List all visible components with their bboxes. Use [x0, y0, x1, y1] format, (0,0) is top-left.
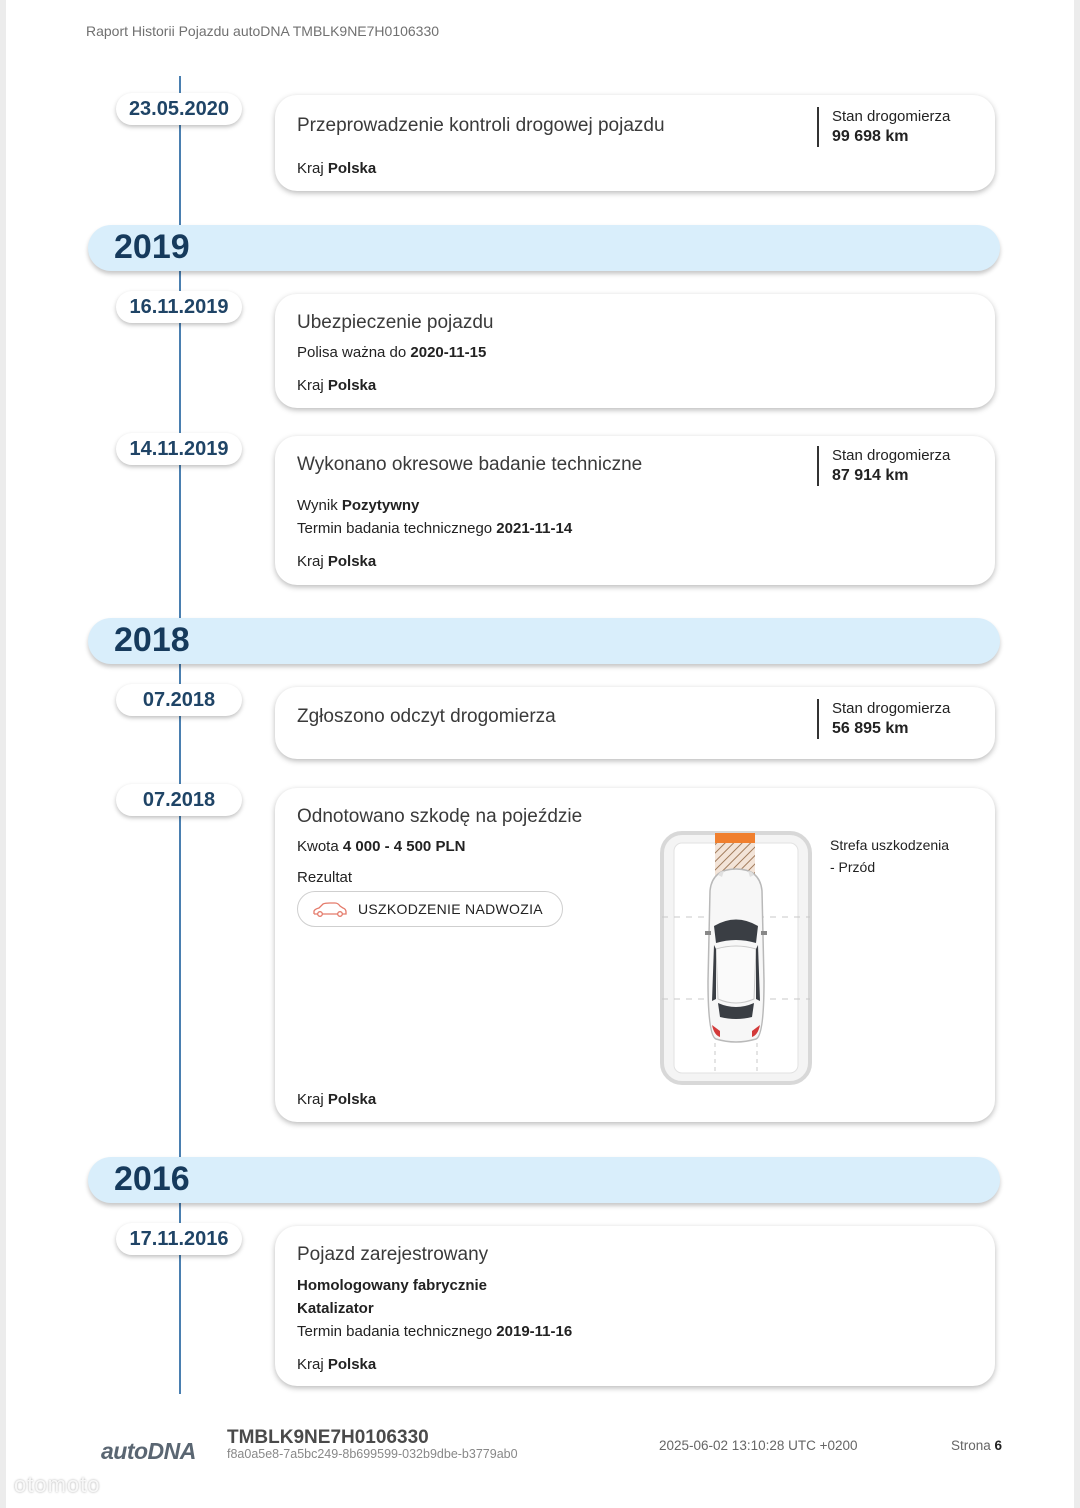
- amount-label: Kwota: [297, 838, 339, 855]
- report-page: [6, 0, 1074, 1508]
- event-card-odometer-reading: [275, 687, 995, 759]
- event-title: Pojazd zarejestrowany: [297, 1244, 489, 1265]
- event-title: Ubezpieczenie pojazdu: [297, 312, 494, 333]
- country-value: Polska: [327, 160, 377, 177]
- year-band-2018: [88, 618, 1000, 664]
- event-card-road-check: [275, 95, 995, 191]
- event-date: 17.11.2016: [116, 1223, 242, 1255]
- country-label: Kraj: [297, 160, 324, 177]
- event-card-inspection: [275, 436, 995, 585]
- event-card-damage: [275, 788, 995, 1122]
- damage-diagram: [660, 831, 812, 1090]
- inspection-label: Termin badania technicznego: [297, 1323, 493, 1340]
- odometer-label: Stan drogomierza: [832, 447, 951, 464]
- policy-value: 2020-11-15: [410, 344, 487, 361]
- damage-zone-block: [830, 834, 949, 878]
- event-date: 16.11.2019: [116, 291, 242, 323]
- country-line: [297, 377, 376, 394]
- country-value: Polska: [327, 377, 377, 394]
- footer-vin: TMBLK9NE7H0106330: [227, 1427, 429, 1448]
- inspection-line: [297, 520, 572, 537]
- year-label: 2019: [114, 228, 190, 266]
- damage-zone-value: - Przód: [830, 859, 876, 875]
- country-line: [297, 1356, 376, 1373]
- result-label: Wynik: [297, 497, 338, 514]
- odometer-value: 99 698 km: [832, 128, 909, 145]
- inspection-line: [297, 1323, 572, 1340]
- catalyst-line: Katalizator: [297, 1300, 374, 1317]
- event-card-insurance: [275, 294, 995, 408]
- odometer-value: 56 895 km: [832, 720, 909, 737]
- year-label: 2018: [114, 621, 190, 659]
- country-line: [297, 1091, 376, 1108]
- odometer-block: [817, 446, 950, 486]
- country-label: Kraj: [297, 1356, 324, 1373]
- policy-line: [297, 344, 486, 361]
- country-value: Polska: [327, 1356, 377, 1373]
- damage-result-badge: [297, 891, 563, 927]
- footer-page-number: [951, 1438, 1002, 1453]
- inspection-label: Termin badania technicznego: [297, 520, 493, 537]
- car-outline-icon: [312, 901, 348, 922]
- damage-zone-label: Strefa uszkodzenia: [830, 837, 950, 853]
- otomoto-watermark: otomoto: [14, 1472, 101, 1497]
- event-title: Odnotowano szkodę na pojeździe: [297, 806, 583, 827]
- country-line: [297, 553, 376, 570]
- inspection-value: 2021-11-14: [496, 520, 573, 537]
- report-header-title: Raport Historii Pojazdu autoDNA TMBLK9NE7H0106330: [86, 23, 440, 39]
- country-line: [297, 160, 376, 177]
- event-title: Wykonano okresowe badanie techniczne: [297, 454, 643, 475]
- event-date: 23.05.2020: [116, 93, 242, 125]
- event-date: 14.11.2019: [116, 433, 242, 465]
- country-label: Kraj: [297, 553, 324, 570]
- event-date: 07.2018: [116, 784, 242, 816]
- amount-value: 4 000 - 4 500 PLN: [342, 838, 466, 855]
- policy-label: Polisa ważna do: [297, 344, 407, 361]
- inspection-value: 2019-11-16: [496, 1323, 573, 1340]
- result-label: Rezultat: [297, 869, 353, 886]
- country-label: Kraj: [297, 1091, 324, 1108]
- result-line: [297, 497, 419, 514]
- odometer-block: [817, 699, 950, 739]
- page-label: Strona: [951, 1438, 991, 1453]
- damage-zone-front: [715, 833, 755, 843]
- country-value: Polska: [327, 553, 377, 570]
- page-number: 6: [994, 1438, 1003, 1453]
- event-title: Zgłoszono odczyt drogomierza: [297, 706, 556, 727]
- year-band-2016: [88, 1157, 1000, 1203]
- odometer-block: [817, 107, 950, 147]
- event-title: Przeprowadzenie kontroli drogowej pojazdu: [297, 115, 665, 136]
- odometer-label: Stan drogomierza: [832, 108, 951, 125]
- country-value: Polska: [327, 1091, 377, 1108]
- homologation-line: Homologowany fabrycznie: [297, 1277, 488, 1294]
- damage-result-text: USZKODZENIE NADWOZIA: [358, 901, 543, 917]
- footer-hash: f8a0a5e8-7a5bc249-8b699599-032b9dbe-b3779ab0: [227, 1447, 518, 1461]
- footer-generated-date: 2025-06-02 13:10:28 UTC +0200: [659, 1438, 858, 1453]
- odometer-value: 87 914 km: [832, 467, 909, 484]
- autodna-logo: autoDNA: [101, 1438, 196, 1464]
- result-value: Pozytywny: [341, 497, 420, 514]
- amount-line: [297, 838, 465, 855]
- odometer-label: Stan drogomierza: [832, 700, 951, 717]
- event-card-registration: [275, 1226, 995, 1386]
- country-label: Kraj: [297, 377, 324, 394]
- year-label: 2016: [114, 1160, 190, 1198]
- event-date: 07.2018: [116, 684, 242, 716]
- year-band-2019: [88, 225, 1000, 271]
